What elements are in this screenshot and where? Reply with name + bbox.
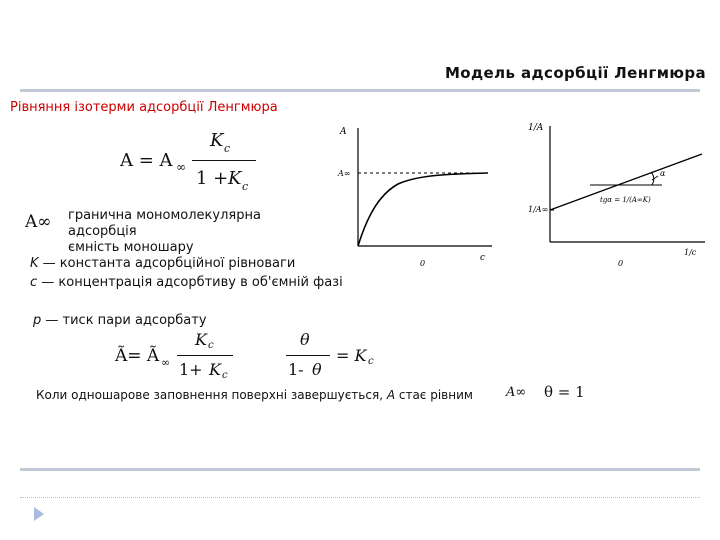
eq2-den-c: c <box>222 370 228 381</box>
footer-dotted-divider <box>20 497 700 498</box>
k-symbol: K <box>30 256 39 271</box>
chart2-origin-label: 0 <box>618 259 624 268</box>
eq1-num-k: K <box>210 130 224 151</box>
bottom-text-after: стає рівним <box>395 388 473 402</box>
p-symbol: p <box>33 313 42 328</box>
c-symbol: c <box>30 275 38 290</box>
linear-chart <box>520 118 715 268</box>
chart2-intercept-label: 1/A∞ <box>528 205 549 214</box>
a-inf-symbol: A∞ <box>25 212 52 232</box>
equation-langmuir <box>120 128 270 198</box>
eq2-fraction-bar <box>177 355 233 356</box>
isotherm-chart <box>320 118 500 268</box>
eq3-fraction-bar <box>286 355 330 356</box>
c-definition <box>30 275 380 291</box>
title-divider <box>20 89 700 92</box>
eq2-num-c: c <box>208 340 214 351</box>
eq1-inf: ∞ <box>176 160 186 174</box>
eq2-den: 1+ <box>179 360 203 379</box>
chart2-slope-label: tgα = 1/(A∞K) <box>600 196 651 204</box>
k-text: — константа адсорбційної рівноваги <box>38 256 296 271</box>
eq3-num: θ <box>300 330 310 349</box>
eq2-inf: ∞ <box>161 356 171 369</box>
equation-gamma <box>115 330 245 386</box>
chart2-xlabel: 1/c <box>684 248 697 257</box>
chart1-xlabel: c <box>480 253 486 263</box>
chart1-origin-label: 0 <box>420 259 426 268</box>
eq1-den-one: 1 + <box>196 168 229 189</box>
eq2-den-k: K <box>209 360 221 379</box>
eq3-rhs: = K <box>336 346 367 365</box>
eq1-den-k: K <box>228 168 242 189</box>
eq3-den-one: 1- <box>288 360 304 379</box>
equation-theta <box>282 330 392 386</box>
p-definition <box>33 313 333 329</box>
p-text: — тиск пари адсорбату <box>41 313 207 328</box>
chart1-ylabel: A <box>340 127 347 137</box>
chart2-angle-pointer <box>652 176 658 180</box>
a-inf-definition: гранична мономолекулярна адсорбція ємність моношару <box>68 208 261 255</box>
chart1-isotherm-curve <box>358 173 488 246</box>
eq3-den-theta: θ <box>312 360 322 379</box>
chart1-asymptote-label: A∞ <box>338 169 351 178</box>
eq3-rhs-c: c <box>368 356 374 367</box>
section-subtitle: Рівняння ізотерми адсорбції Ленгмюра <box>10 100 278 115</box>
c-text: — концентрація адсорбтиву в об'ємній фазі <box>37 275 343 290</box>
eq2-lhs: Ã= Ã <box>115 346 160 366</box>
eq2-num-k: K <box>195 330 207 349</box>
bottom-text-before: Коли одношарове заповнення поверхні завершується, <box>36 388 387 402</box>
chart2-angle-label: α <box>660 169 666 178</box>
chart2-angle-arc <box>651 172 654 185</box>
bottom-sentence <box>36 388 473 402</box>
k-definition <box>30 256 370 272</box>
bottom-a-inf: A∞ <box>506 385 527 400</box>
eq1-fraction-bar <box>192 160 256 161</box>
eq1-num-c: c <box>224 142 231 155</box>
bottom-theta-eq: θ = 1 <box>544 383 585 401</box>
footer-divider <box>20 468 700 471</box>
chart2-ylabel: 1/A <box>528 123 544 133</box>
bottom-a-symbol: A <box>386 388 396 402</box>
play-icon[interactable] <box>34 507 44 521</box>
page-title: Модель адсорбції Ленгмюра <box>444 64 706 82</box>
eq1-den-c: c <box>242 180 249 193</box>
eq1-lhs: A = A <box>120 150 173 171</box>
